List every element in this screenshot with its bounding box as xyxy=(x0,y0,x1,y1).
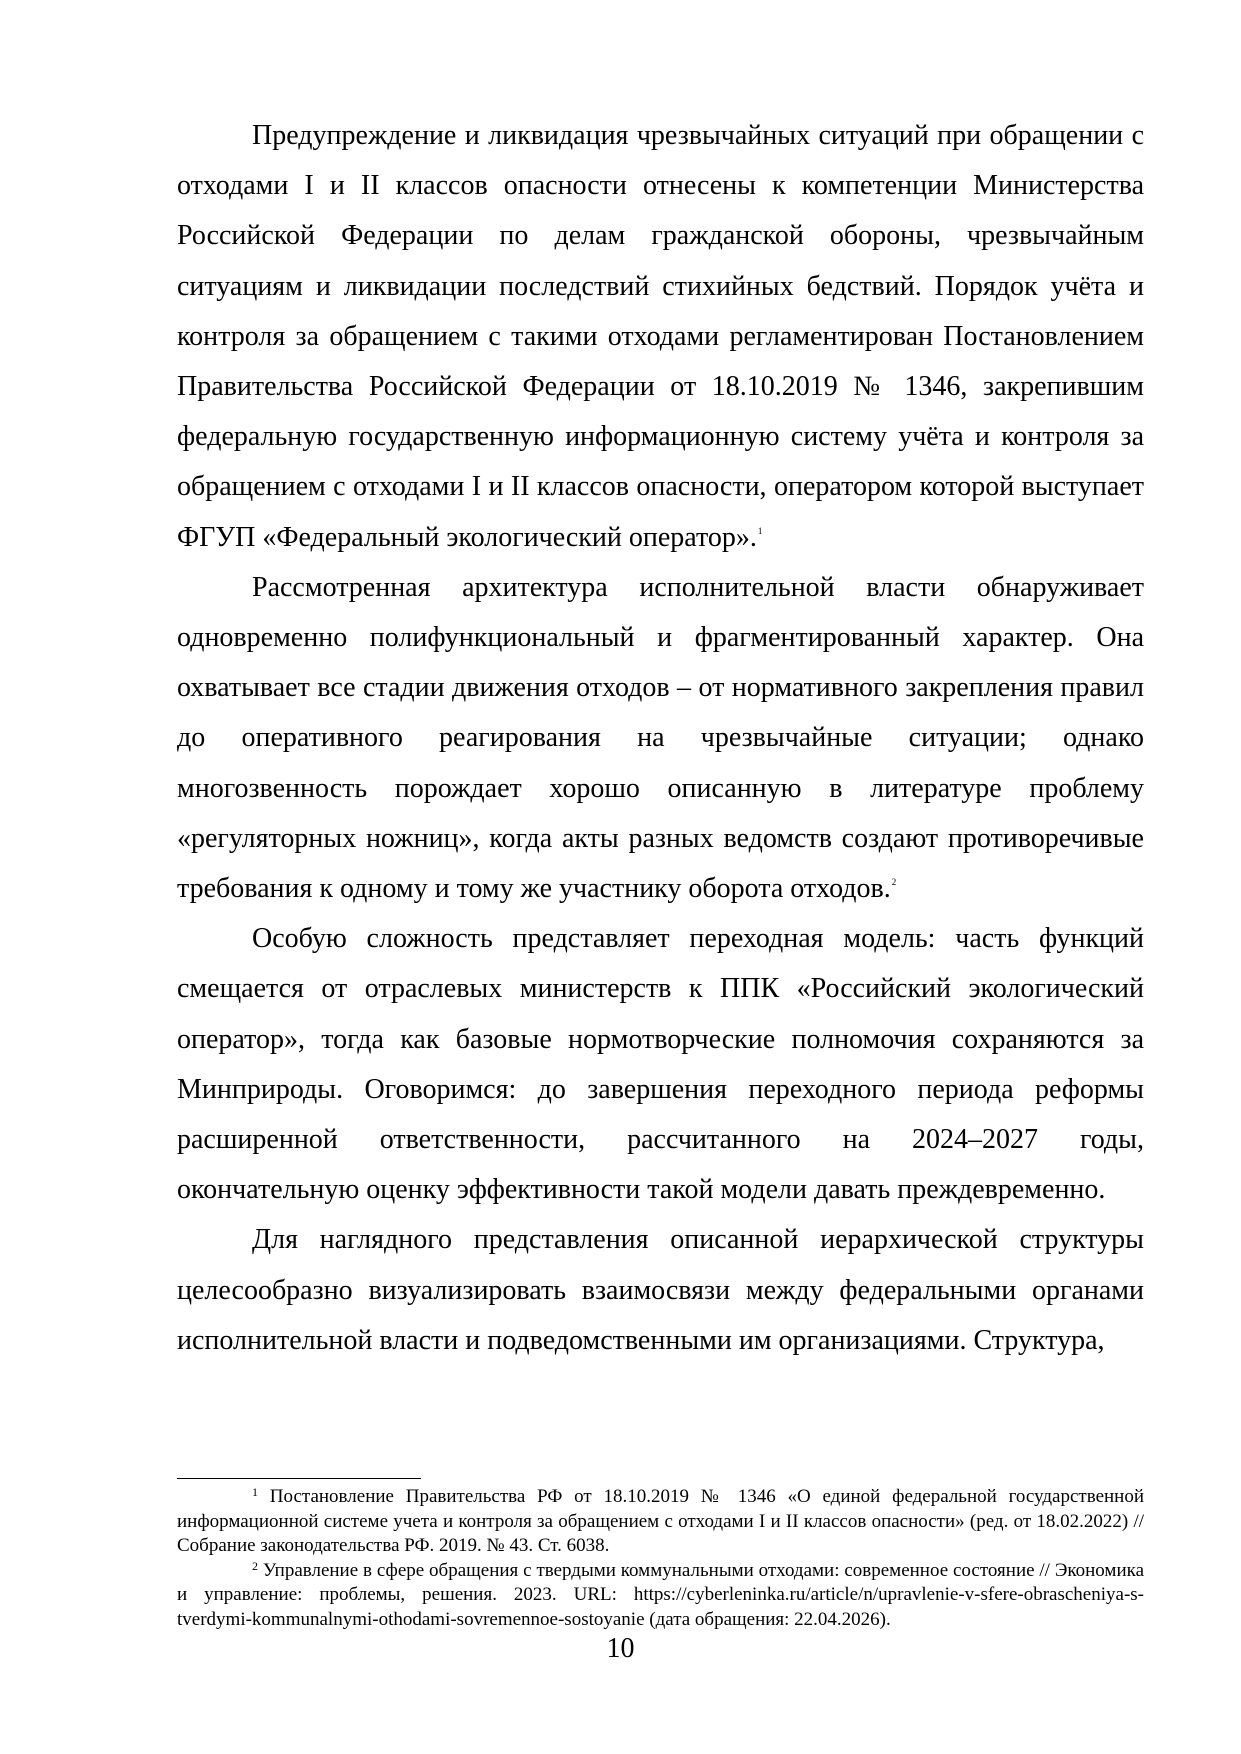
footnote-1-text: Постановление Правительства РФ от 18.10.2019 № 1346 «О единой федеральной государственной информационной системе учета и контроля за обращением с отходами I и II классов опасности» (ред. от 18.02.2022) // Собрание законодательства РФ. 2019. № 43. Ст. 6038. xyxy=(177,1486,1145,1556)
footnote-2-number: 2 xyxy=(252,1558,258,1573)
footnote-ref-1[interactable]: 1 xyxy=(757,525,763,536)
footnote-2 xyxy=(177,1559,1144,1633)
footnote-2-text: Управление в сфере обращения с твердыми коммунальными отходами: современное состояние // Экономика и управление: проблемы, решения. 2023. URL: https://cyberleninka.ru/article/n/upravlenie-v-sfere-obrascheniya-s-tverdymi-kommunalnymi-othodami-sovremennoe-sostoyanie (дата обращения: 22.04.2026). xyxy=(177,1559,1145,1630)
paragraph-3-text: Особую сложность представляет переходная модель: часть функций смещается от отраслевых министерств к ППК «Российский экологический оператор», тогда как базовые нормотворческие полномочия сохраняются за Минприроды. Оговоримся: до завершения переходного периода реформы расширенной ответственности, рассчитанного на 2024–2027 годы, окончательную оценку эффективности такой модели давать преждевременно. xyxy=(177,923,1144,1206)
paragraph-3 xyxy=(177,914,1144,1215)
paragraph-2 xyxy=(177,563,1144,914)
page-number: 10 xyxy=(606,1633,635,1664)
paragraph-1-text: Предупреждение и ликвидация чрезвычайных ситуаций при обращении с отходами I и II классов опасности отнесены к компетенции Министерства Российской Федерации по делам гражданской обороны, чрезвычайным ситуациям и ликвидации последствий стихийных бедствий. Порядок учёта и контроля за обращением с такими отходами регламентирован Постановлением Правительства Российской Федерации от 18.10.2019 № 1346, закрепившим федеральную государственную информационную систему учёта и контроля за обращением с отходами I и II классов опасности, оператором которой выступает ФГУП «Федеральный экологический оператор». xyxy=(177,120,1144,553)
paragraph-2-text: Рассмотренная архитектура исполнительной власти обнаруживает одновременно полифункциональный и фрагментированный характер. Она охватывает все стадии движения отходов – от нормативного закрепления правил до оперативного реагирования на чрезвычайные ситуации; однако многозвенность порождает хорошо описанную в литературе проблему «регуляторных ножниц», когда акты разных ведомств создают противоречивые требования к одному и тому же участнику оборота отходов. xyxy=(177,571,1144,905)
footnote-1 xyxy=(177,1485,1144,1559)
paragraph-4-text: Для наглядного представления описанной иерархической структуры целесообразно визуализировать взаимосвязи между федеральными органами исполнительной власти и подведомственными им организациями. Структура, xyxy=(177,1224,1144,1356)
footnote-ref-2[interactable]: 2 xyxy=(891,877,897,888)
paragraph-1 xyxy=(177,111,1144,563)
footnote-1-number: 1 xyxy=(252,1485,258,1499)
body-text xyxy=(177,111,1144,1366)
footnote-separator xyxy=(177,1478,421,1479)
paragraph-4 xyxy=(177,1215,1144,1366)
footnotes xyxy=(177,1485,1144,1632)
